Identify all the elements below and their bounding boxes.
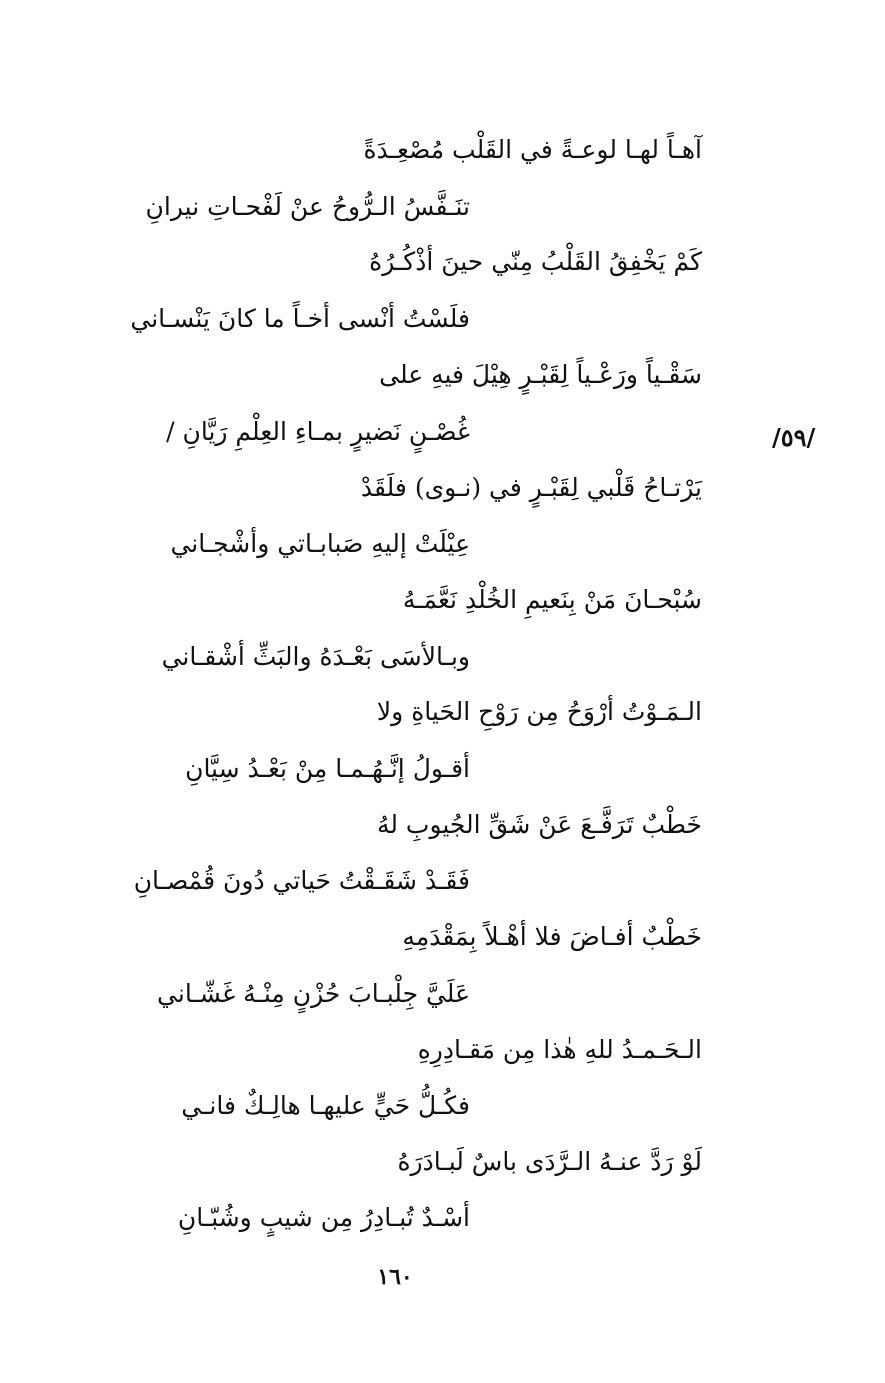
verse-8-first-hemistich: خَطْبٌ أفـاضَ فلا أهْـلاً بِمَقْدَمِهِ: [402, 922, 702, 951]
verse-9-second-hemistich: فكُـلُّ حَيٍّ عليهـا هالِـكٌ فانـي: [181, 1091, 470, 1120]
verse-3-second-hemistich: غُصْـنٍ نَضيرٍ بمـاءِ العِلْمِ رَيَّانِ /: [166, 417, 470, 446]
verse-10-second-hemistich: أسْـدٌ تُبـادِرُ مِن شيبٍ وشُبّـانِ: [177, 1203, 470, 1232]
verse-4-second-hemistich: عِيْلَتْ إليهِ صَبابـاتي وأشْجـاني: [170, 529, 470, 558]
verse-9-first-hemistich: الـحَـمـدُ للهِ هٰذا مِن مَقـادِرِهِ: [417, 1035, 702, 1064]
verse-7-second-hemistich: فَقَـدْ شَقَـقْتُ حَياتي دُونَ قُمْصـانِ: [133, 866, 470, 895]
verse-6-first-hemistich: الـمَـوْتُ أرْوَحُ مِن رَوْحِ الحَياةِ ولا: [376, 697, 702, 726]
page-number: ١٦٠: [377, 1264, 413, 1290]
verse-4-first-hemistich: يَرْتـاحُ قَلْبي لِقَبْـرٍ في (نـوى) فلَقَدْ: [360, 473, 702, 502]
verse-8-second-hemistich: عَلَيَّ جِلْبـابَ حُزْنٍ مِنْـهُ غَشّـاني: [157, 979, 470, 1008]
verse-5-second-hemistich: وبـالأسَى بَعْـدَهُ والبَثِّ أشْقـاني: [161, 642, 470, 671]
verse-7-first-hemistich: خَطْبٌ تَرَفَّـعَ عَنْ شَقِّ الجُيوبِ لهُ: [376, 810, 702, 839]
verse-1-second-hemistich: تنَـفَّسُ الـرُّوحُ عنْ لَفْحـاتِ نيرانِ: [145, 192, 470, 221]
verse-10-first-hemistich: لَوْ رَدَّ عنـهُ الـرَّدَى باسٌ لَبـادَرَهُ: [397, 1147, 702, 1176]
manuscript-page-marker: /٥٩/: [772, 423, 816, 452]
verse-5-first-hemistich: سُبْحـانَ مَنْ بِنَعيمِ الخُلْدِ نَعَّمَـهُ: [402, 585, 702, 614]
verse-6-second-hemistich: أقـولُ إنَّـهُـمـا مِنْ بَعْـدُ سِيَّانِ: [185, 754, 470, 783]
poem: [0, 130, 885, 1230]
verse-2-second-hemistich: فلَسْتُ أنْسى أخـاً ما كانَ يَنْسـاني: [130, 304, 470, 333]
verse-2-first-hemistich: كَمْ يَخْفِقُ القَلْبُ مِنّي حينَ أذْكُـرُهُ: [369, 247, 702, 276]
verse-1-first-hemistich: آهـاً لهـا لوعـةً في القَلْب مُصْعِـدَةً: [363, 135, 702, 164]
verse-3-first-hemistich: سَقْـياً ورَعْـياً لِقَبْـرٍ هِيْلَ فيهِ على: [379, 360, 702, 389]
